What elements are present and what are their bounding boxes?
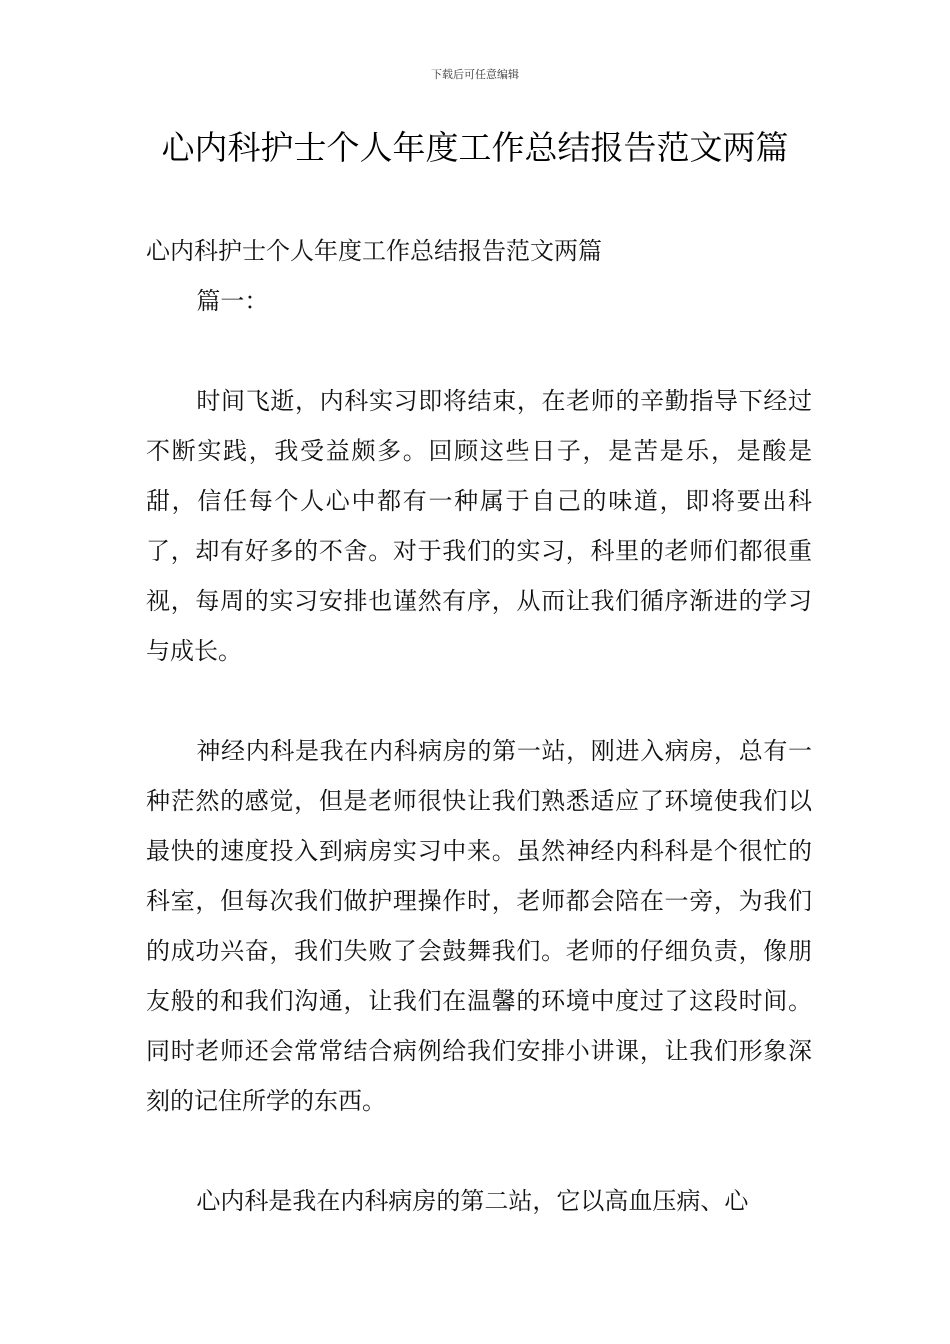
paragraph: 心内科是我在内科病房的第二站，它以高血压病、心 [196, 1187, 749, 1215]
paragraph: 神经内科是我在内科病房的第一站，刚进入病房，总有一种茫然的感觉，但是老师很快让我们熟悉适应了环境使我们以最快的速度投入到病房实习中来。虽然神经内科科是个很忙的科室，但每次我们做护理操作时，老师都会陪在一旁，为我们的成功兴奋，我们失败了会鼓舞我们。老师的仔细负责，像朋友般的和我们沟通，让我们在温馨的环境中度过了这段时间。同时老师还会常常结合病例给我们安排小讲课，让我们形象深刻的记住所学的东西。 [146, 737, 812, 1115]
document-title: 心内科护士个人年度工作总结报告范文两篇 [161, 128, 789, 167]
document-subtitle: 心内科护士个人年度工作总结报告范文两篇 [146, 237, 602, 265]
paragraph-gap [146, 326, 812, 376]
paragraph-gap [146, 676, 812, 726]
paragraph-gap [146, 1126, 812, 1176]
header-note: 下载后可任意编辑 [431, 68, 519, 81]
section-label: 篇一： [196, 287, 269, 315]
document-body [146, 226, 812, 1226]
paragraph: 时间飞逝，内科实习即将结束，在老师的辛勤指导下经过不断实践，我受益颇多。回顾这些日子，是苦是乐，是酸是甜，信任每个人心中都有一种属于自己的味道，即将要出科了，却有好多的不舍。对于我们的实习，科里的老师们都很重视，每周的实习安排也谨然有序，从而让我们循序渐进的学习与成长。 [146, 387, 812, 665]
